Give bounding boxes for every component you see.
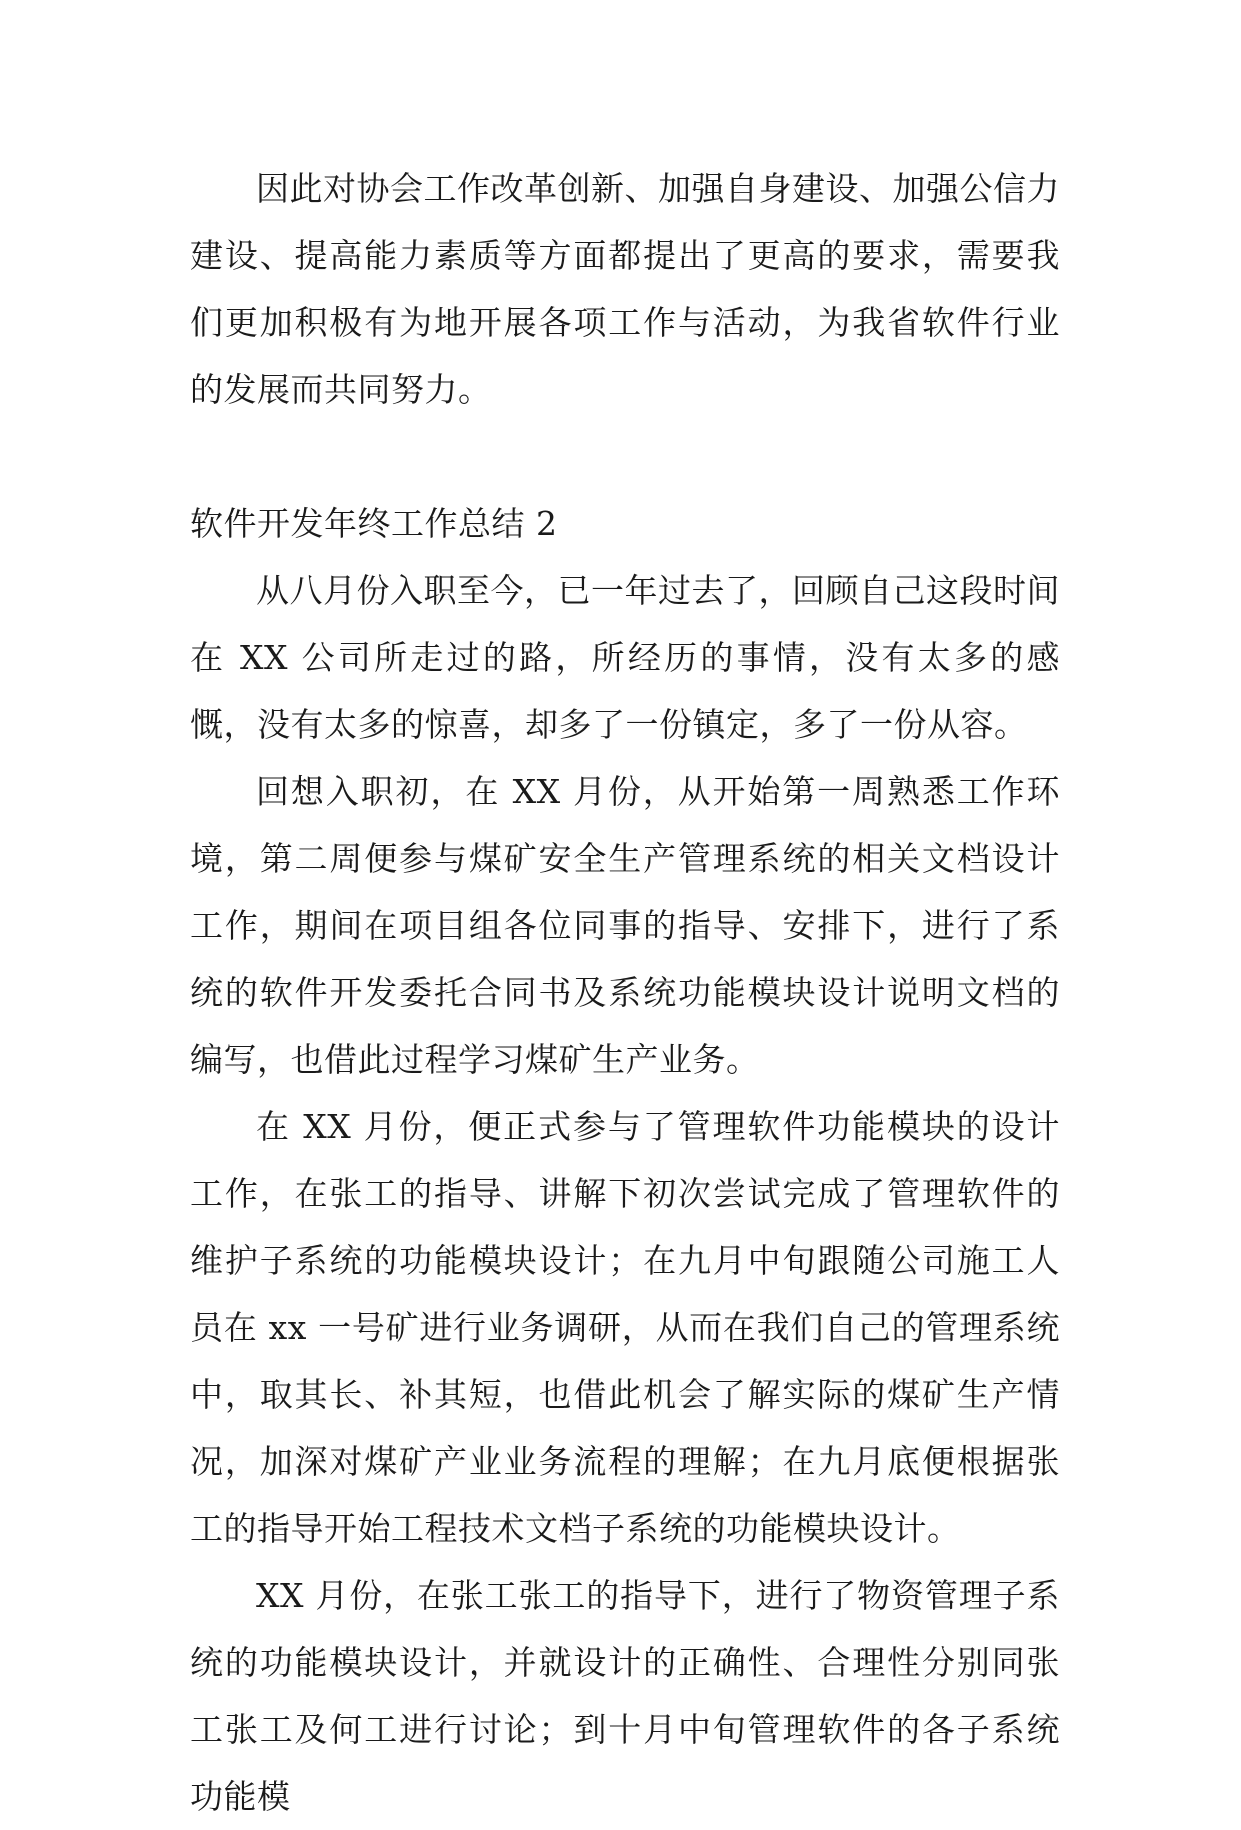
paragraph-3: 在 XX 月份，便正式参与了管理软件功能模块的设计工作，在张工的指导、讲解下初次尝试完成了管理软件的维护子系统的功能模块设计；在九月中旬跟随公司施工人员在 xx 一号矿进行业务调研，从而在我们自己的管理系统中，取其长、补其短，也借此机会了解实际的煤矿生产情况，加深对煤矿产业业务流程的理解；在九月底便根据张工的指导开始工程技术文档子系统的功能模块设计。 [190,1107,1060,1548]
paragraph-1: 从八月份入职至今，已一年过去了，回顾自己这段时间在 XX 公司所走过的路，所经历的事情，没有太多的感慨，没有太多的惊喜，却多了一份镇定，多了一份从容。 [190,571,1060,744]
paragraph-4: XX 月份，在张工张工的指导下，进行了物资管理子系统的功能模块设计，并就设计的正确性、合理性分别同张工张工及何工进行讨论；到十月中旬管理软件的各子系统功能模 [190,1576,1060,1816]
section-title: 软件开发年终工作总结 2 [190,504,558,543]
document-body [190,155,1060,1830]
paragraph-2: 回想入职初，在 XX 月份，从开始第一周熟悉工作环境，第二周便参与煤矿安全生产管理系统的相关文档设计工作，期间在项目组各位同事的指导、安排下，进行了系统的软件开发委托合同书及系统功能模块设计说明文档的编写，也借此过程学习煤矿生产业务。 [190,772,1060,1079]
paragraph-intro: 因此对协会工作改革创新、加强自身建设、加强公信力建设、提高能力素质等方面都提出了更高的要求，需要我们更加积极有为地开展各项工作与活动，为我省软件行业的发展而共同努力。 [190,169,1060,409]
section-gap [190,423,1060,490]
